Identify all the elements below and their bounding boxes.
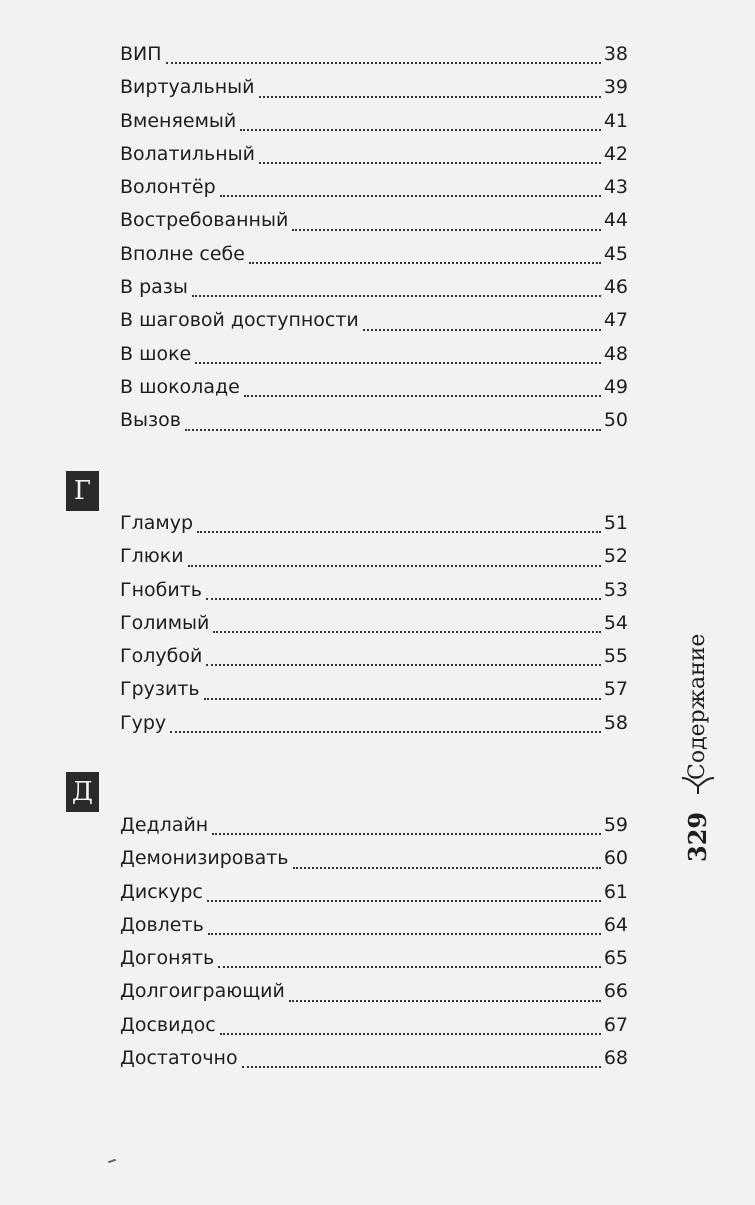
dot-leader [363, 328, 601, 331]
dot-leader [244, 394, 601, 397]
toc-entry-page: 45 [603, 242, 628, 265]
toc-entry-term: Виртуальный [120, 76, 255, 99]
toc-entry [120, 673, 628, 706]
toc-entry-page: 68 [603, 1047, 628, 1070]
page-number: 329 [683, 811, 712, 862]
toc-entry [120, 809, 628, 842]
toc-entry-term: Досвидос [120, 1013, 216, 1036]
toc-entry-page: 44 [603, 209, 628, 232]
section-g [120, 507, 628, 740]
toc-entry-term: В шоке [120, 342, 192, 365]
toc-entry-term: Вполне себе [120, 242, 245, 265]
toc-entry-term: Грузить [120, 678, 200, 701]
dot-leader [208, 932, 601, 935]
section-letter-g: Г [66, 471, 99, 511]
toc-entry-page: 57 [603, 678, 628, 701]
dot-leader [192, 294, 601, 297]
toc-entry-term: Вменяемый [120, 109, 237, 132]
toc-entry-page: 60 [603, 847, 628, 870]
toc-entry [120, 942, 628, 975]
toc-entry [120, 640, 628, 673]
toc-entry [120, 38, 628, 71]
toc-entry [120, 105, 628, 138]
dot-leader [259, 161, 601, 164]
toc-entry-page: 64 [603, 913, 628, 936]
dot-leader [292, 228, 601, 231]
toc-entry [120, 540, 628, 573]
dot-leader [207, 899, 601, 902]
dot-leader [206, 597, 601, 600]
toc-entry-term: Востребованный [120, 209, 289, 232]
dot-leader [185, 428, 601, 431]
toc-entry-term: Достаточно [120, 1047, 238, 1070]
dot-leader [249, 261, 601, 264]
toc-entry [120, 507, 628, 540]
toc-entry-term: Волатильный [120, 142, 255, 165]
toc-entry-page: 38 [603, 43, 628, 65]
toc-entry-page: 43 [603, 176, 628, 199]
toc-entry-term: Глюки [120, 545, 184, 568]
toc-entry-page: 53 [603, 578, 628, 601]
dot-leader [204, 697, 601, 700]
toc-entry-term: Волонтёр [120, 176, 216, 199]
toc-entry-page: 66 [603, 980, 628, 1003]
toc-entry-page: 51 [603, 512, 628, 534]
toc-entry-term: Дедлайн [120, 814, 209, 836]
toc-entry [120, 707, 628, 740]
dot-leader [218, 965, 601, 968]
toc-entry-page: 65 [603, 947, 628, 970]
toc-entry [120, 842, 628, 875]
toc-entry [120, 204, 628, 237]
dot-leader [220, 1032, 601, 1035]
dot-leader [212, 832, 601, 835]
toc-entry-term: В шоколаде [120, 375, 240, 398]
dot-leader [188, 564, 601, 567]
running-head-title: Содержание [685, 633, 710, 780]
section-v [120, 38, 628, 438]
toc-entry-page: 55 [603, 645, 628, 668]
toc-entry-page: 50 [603, 409, 628, 432]
toc-entry-term: В разы [120, 276, 188, 299]
dot-leader [289, 999, 601, 1002]
toc-entry [120, 171, 628, 204]
toc-entry [120, 1042, 628, 1075]
section-d [120, 809, 628, 1075]
toc-entry-page: 41 [603, 109, 628, 132]
toc-entry-term: Долгоиграющий [120, 980, 285, 1003]
brace-icon [680, 774, 716, 798]
toc-entry [120, 238, 628, 271]
toc-entry-term: В шаговой доступности [120, 309, 359, 332]
toc-entry-term: Голимый [120, 611, 210, 634]
toc-entry-term: Демонизировать [120, 847, 289, 870]
section-letter-d: Д [66, 772, 99, 812]
toc-entry [120, 371, 628, 404]
toc-entry [120, 138, 628, 171]
dot-leader [206, 663, 601, 666]
toc-entry-term: Догонять [120, 947, 215, 970]
dot-leader [195, 361, 601, 364]
toc-entry [120, 975, 628, 1008]
toc-entry-page: 54 [603, 611, 628, 634]
toc-entry-page: 58 [603, 711, 628, 734]
dot-leader [170, 730, 601, 733]
dot-leader [240, 128, 601, 131]
toc-entry [120, 404, 628, 437]
toc-entry-term: Вызов [120, 409, 181, 432]
toc-entry-page: 42 [603, 142, 628, 165]
toc-entry-term: Гламур [120, 512, 194, 534]
running-head [670, 633, 750, 862]
print-mark [108, 1159, 116, 1164]
toc-entry-page: 59 [603, 814, 628, 836]
toc-entry-term: Довлеть [120, 913, 204, 936]
dot-leader [293, 866, 601, 869]
toc-entry-page: 67 [603, 1013, 628, 1036]
toc-entry [120, 909, 628, 942]
toc-entry-term: Гнобить [120, 578, 202, 601]
dot-leader [220, 194, 601, 197]
toc-entry [120, 338, 628, 371]
toc-entry [120, 574, 628, 607]
dot-leader [197, 530, 601, 533]
toc-entry [120, 1009, 628, 1042]
toc-entry [120, 304, 628, 337]
toc-entry-term: Гуру [120, 711, 167, 734]
toc-entry-term: Дискурс [120, 880, 203, 903]
toc-entry-page: 49 [603, 375, 628, 398]
toc-entry [120, 607, 628, 640]
toc-entry-page: 61 [603, 880, 628, 903]
dot-leader [242, 1065, 601, 1068]
toc-entry [120, 271, 628, 304]
toc-entry [120, 876, 628, 909]
toc-entry-term: ВИП [120, 43, 162, 65]
dot-leader [259, 95, 601, 98]
dot-leader [166, 61, 601, 64]
toc-entry-page: 48 [603, 342, 628, 365]
dot-leader [213, 630, 600, 633]
toc-entry-page: 46 [603, 276, 628, 299]
toc-entry-page: 39 [603, 76, 628, 99]
toc-entry-term: Голубой [120, 645, 203, 668]
toc-entry [120, 71, 628, 104]
toc-entry-page: 52 [603, 545, 628, 568]
toc-entry-page: 47 [603, 309, 628, 332]
